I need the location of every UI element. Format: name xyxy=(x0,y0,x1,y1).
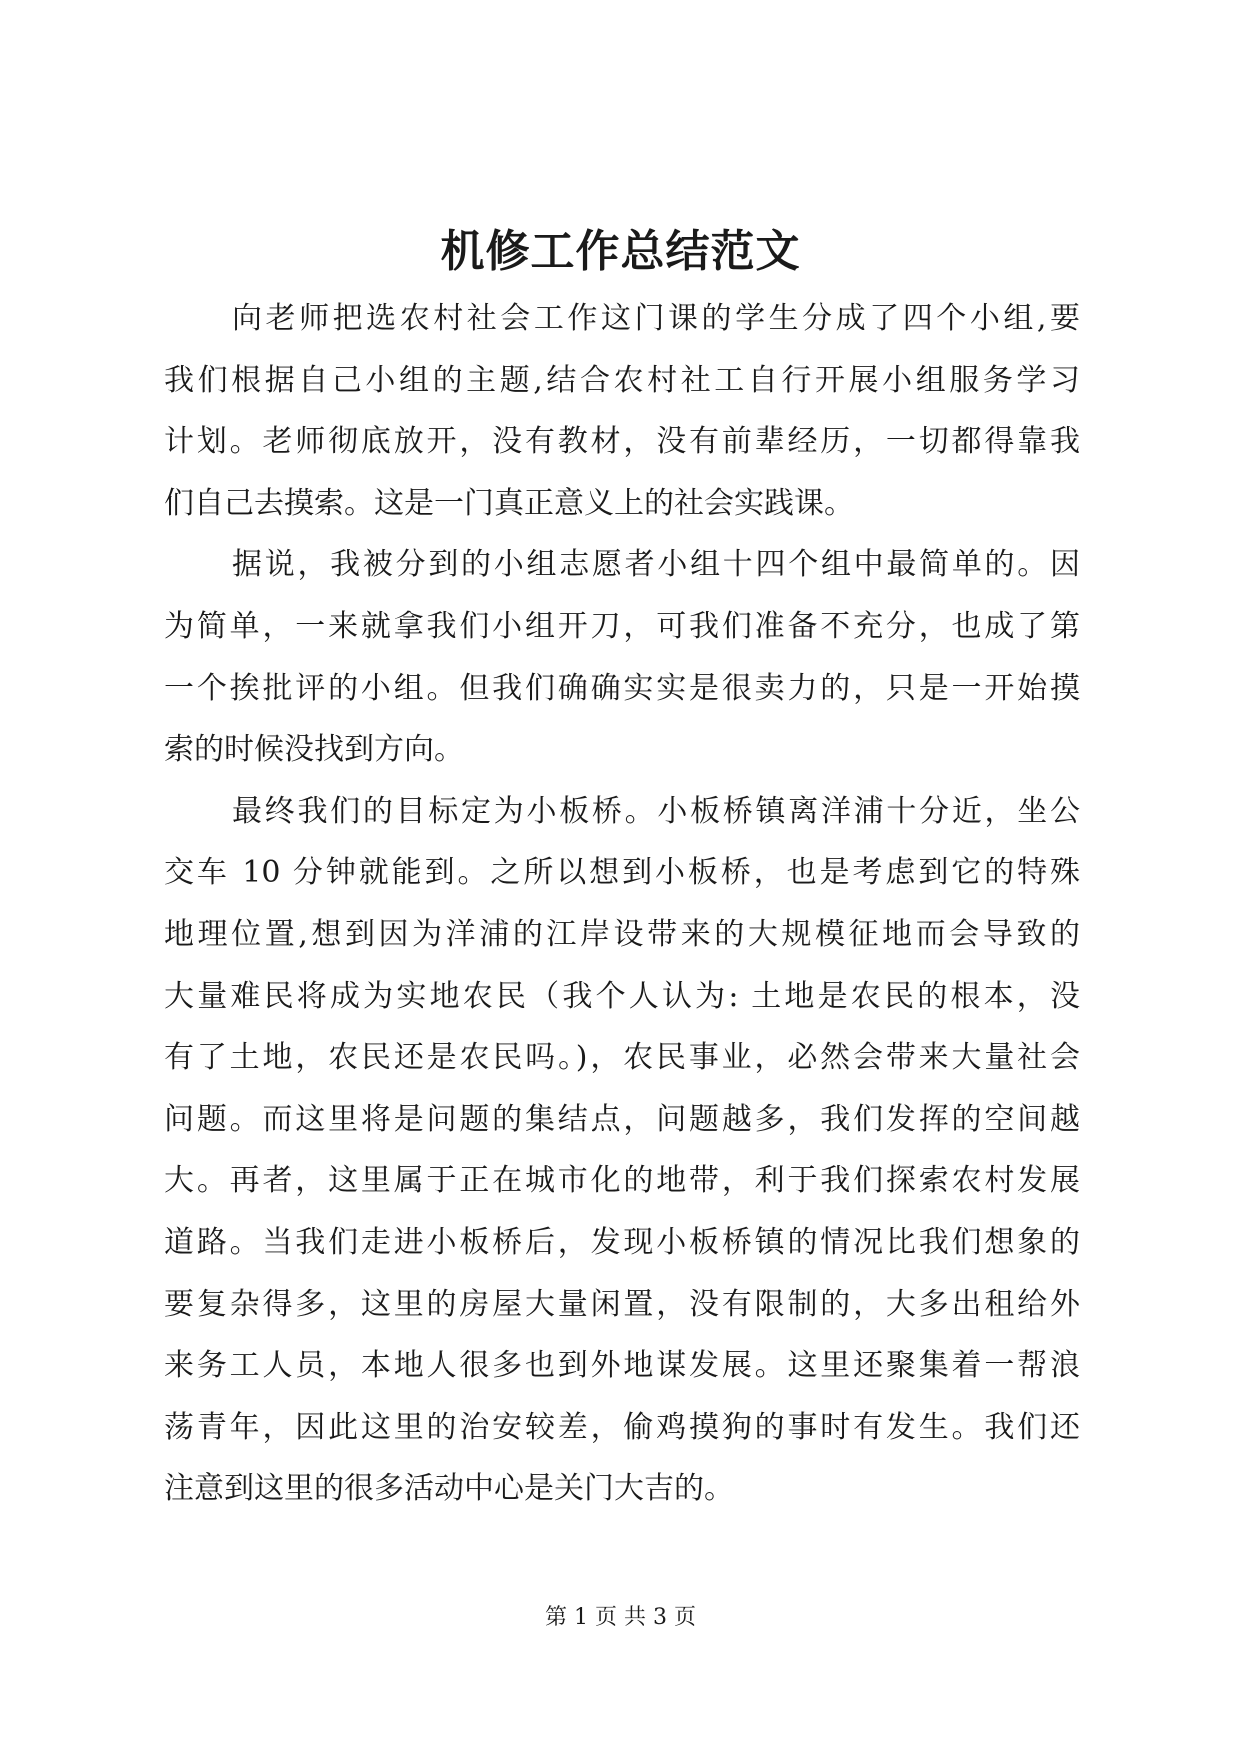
paragraph-line: 们自己去摸索。这是一门真正意义上的社会实践课。 xyxy=(164,485,854,521)
paragraph-line: 我们根据自己小组的主题,结合农村社工自行开展小组服务学习 xyxy=(164,362,1080,398)
paragraph-line: 据说，我被分到的小组志愿者小组十四个组中最简单的。因 xyxy=(232,547,1080,583)
paragraph-line: 向老师把选农村社会工作这门课的学生分成了四个小组,要 xyxy=(232,301,1080,336)
paragraph-line: 索的时候没找到方向。 xyxy=(164,732,464,768)
paragraph-line: 交车 10 分钟就能到。之所以想到小板桥，也是考虑到它的特殊 xyxy=(164,855,1080,891)
document-title: 机修工作总结范文 xyxy=(440,226,801,277)
paragraph-3 xyxy=(164,781,1080,1520)
document-body xyxy=(164,288,1080,1520)
paragraph-line: 大量难民将成为实地农民（我个人认为: 土地是农民的根本，没 xyxy=(164,978,1080,1014)
paragraph-line: 道路。当我们走进小板桥后，发现小板桥镇的情况比我们想象的 xyxy=(164,1224,1080,1260)
paragraph-line: 最终我们的目标定为小板桥。小板桥镇离洋浦十分近，坐公 xyxy=(232,793,1080,829)
paragraph-line: 为简单，一来就拿我们小组开刀，可我们准备不充分，也成了第 xyxy=(164,608,1080,644)
paragraph-line: 一个挨批评的小组。但我们确确实实是很卖力的，只是一开始摸 xyxy=(164,670,1080,706)
paragraph-line: 地理位置,想到因为洋浦的江岸设带来的大规模征地而会导致的 xyxy=(164,916,1080,952)
paragraph-2 xyxy=(164,534,1080,780)
paragraph-line: 问题。而这里将是问题的集结点，问题越多，我们发挥的空间越 xyxy=(164,1101,1080,1137)
paragraph-line: 注意到这里的很多活动中心是关门大吉的。 xyxy=(164,1471,734,1507)
paragraph-line: 大。再者，这里属于正在城市化的地带，利于我们探索农村发展 xyxy=(164,1163,1080,1199)
paragraph-line: 有了土地，农民还是农民吗。)，农民事业，必然会带来大量社会 xyxy=(164,1040,1080,1076)
paragraph-line: 计划。老师彻底放开，没有教材，没有前辈经历，一切都得靠我 xyxy=(164,424,1080,460)
paragraph-line: 荡青年，因此这里的治安较差，偷鸡摸狗的事时有发生。我们还 xyxy=(164,1409,1080,1445)
paragraph-1 xyxy=(164,288,1080,534)
paragraph-line: 来务工人员，本地人很多也到外地谋发展。这里还聚集着一帮浪 xyxy=(164,1348,1080,1384)
page-number-footer: 第 1 页 共 3 页 xyxy=(545,1605,696,1630)
paragraph-line: 要复杂得多，这里的房屋大量闲置，没有限制的，大多出租给外 xyxy=(164,1286,1080,1322)
